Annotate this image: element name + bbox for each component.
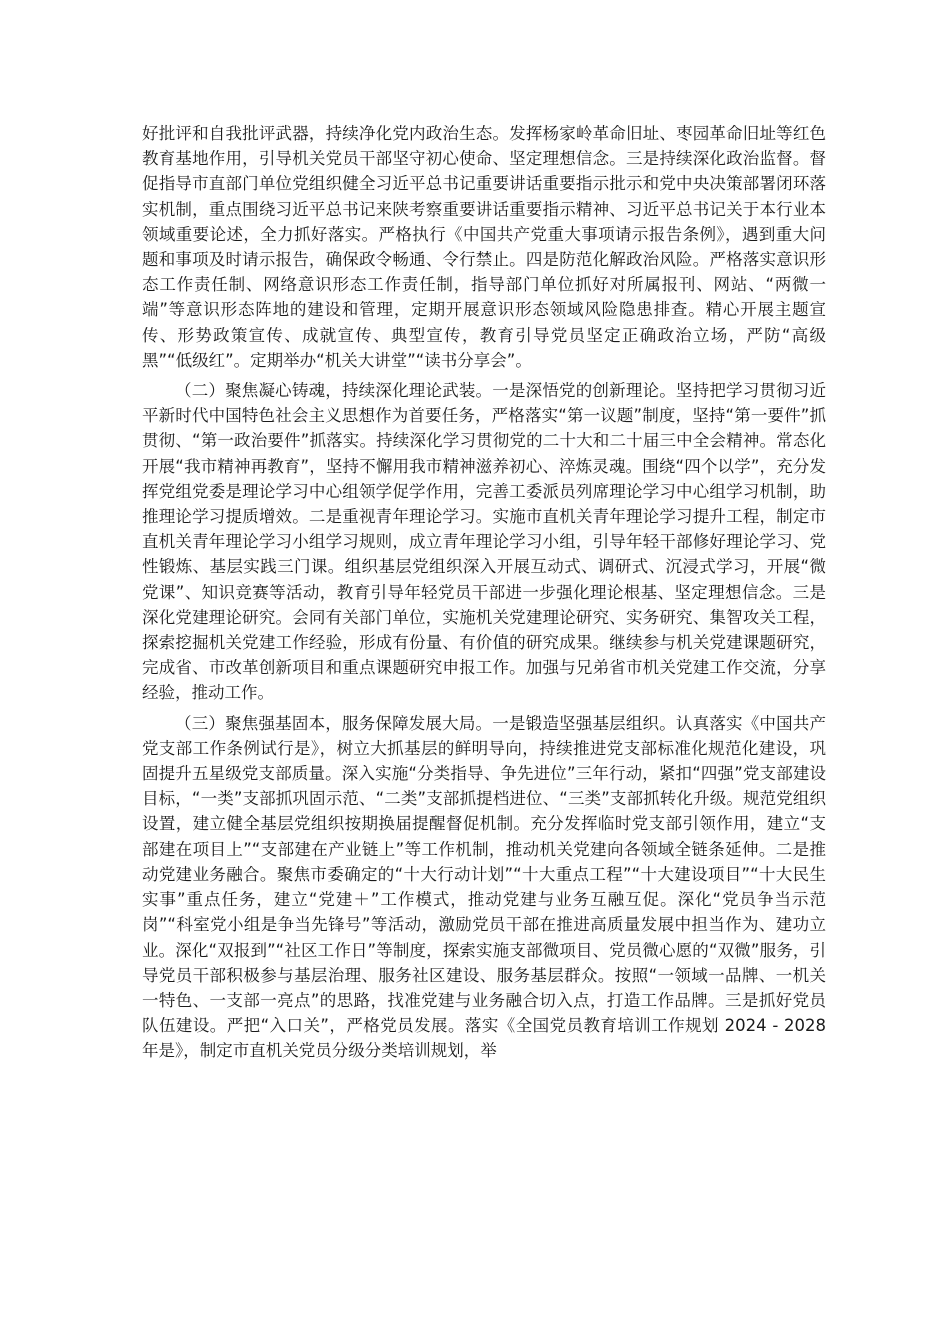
paragraph-section-two: （二）聚焦凝心铸魂，持续深化理论武装。一是深悟党的创新理论。坚持把学习贯彻习近平新时代中国特色社会主义思想作为首要任务，严格落实“第一议题”制度，坚持“第一要件”抓贯彻、“第一政治要件”抓落实。持续深化学习贯彻党的二十大和二十届三中全会精神。常态化开展“我市精神再教育”，坚持不懈用我市精神滋养初心、淬炼灵魂。围绕“四个以学”，充分发挥党组党委是理论学习中心组领学促学作用，完善工委派员列席理论学习中心组学习机制，助推理论学习提质增效。二是重视青年理论学习。实施市直机关青年理论学习提升工程，制定市直机关青年理论学习小组学习规则，成立青年理论学习小组，引导年轻干部修好理论学习、党性锻炼、基层实践三门课。组织基层党组织深入开展互动式、调研式、沉浸式学习，开展“微党课”、知识竞赛等活动，教育引导年轻党员干部进一步强化理论根基、坚定理想信念。三是深化党建理论研究。会同有关部门单位，实施机关党建理论研究、实务研究、集智攻关工程，探索挖掘机关党建工作经验，形成有份量、有价值的研究成果。继续参与机关党建课题研究，完成省、市改革创新项目和重点课题研究申报工作。加强与兄弟省市机关党建工作交流，分享经验，推动工作。 [142, 381, 826, 703]
paragraph-continuation: 好批评和自我批评武器，持续净化党内政治生态。发挥杨家岭革命旧址、枣园革命旧址等红色教育基地作用，引导机关党员干部坚守初心使命、坚定理想信念。三是持续深化政治监督。督促指导市直部门单位党组织健全习近平总书记重要讲话重要指示批示和党中央决策部署闭环落实机制，重点围绕习近平总书记来陕考察重要讲话重要指示精神、习近平总书记关于本行业本领域重要论述，全力抓好落实。严格执行《中国共产党重大事项请示报告条例》，遇到重大问题和事项及时请示报告，确保政令畅通、令行禁止。四是防范化解政治风险。严格落实意识形态工作责任制、网络意识形态工作责任制，指导部门单位抓好对所属报刊、网站、“两微一端”等意识形态阵地的建设和管理，定期开展意识形态领域风险隐患排查。精心开展主题宣传、形势政策宣传、成就宣传、典型宣传，教育引导党员坚定正确政治立场，严防“高级黑”“低级红”。定期举办“机关大讲堂”“读书分享会”。 [142, 124, 826, 370]
paragraph-section-three: （三）聚焦强基固本，服务保障发展大局。一是锻造坚强基层组织。认真落实《中国共产党支部工作条例试行是》，树立大抓基层的鲜明导向，持续推进党支部标准化规范化建设，巩固提升五星级党支部质量。深入实施“分类指导、争先进位”三年行动，紧扣“四强”党支部建设目标，“一类”支部抓巩固示范、“二类”支部抓提档进位、“三类”支部抓转化升级。规范党组织设置，建立健全基层党组织按期换届提醒督促机制。充分发挥临时党支部引领作用，建立“支部建在项目上”“支部建在产业链上”等工作机制，推动机关党建向各领域全链条延伸。二是推动党建业务融合。聚焦市委确定的“十大行动计划”“十大重点工程”“十大建设项目”“十大民生实事”重点任务，建立“党建＋”工作模式，推动党建与业务互融互促。深化“党员争当示范岗”“科室党小组是争当先锋号”等活动，激励党员干部在推进高质量发展中担当作为、建功立业。深化“双报到”“社区工作日”等制度，探索实施支部微项目、党员微心愿的“双微”服务，引导党员干部积极参与基层治理、服务社区建设、服务基层群众。按照“一领域一品牌、一机关一特色、一支部一亮点”的思路，找准党建与业务融合切入点，打造工作品牌。三是抓好党员队伍建设。严把“入口关”，严格党员发展。落实《全国党员教育培训工作规划 2024 - 2028 年是》，制定市直机关党员分级分类培训规划，举 [142, 713, 826, 1061]
document-body [142, 121, 826, 1069]
